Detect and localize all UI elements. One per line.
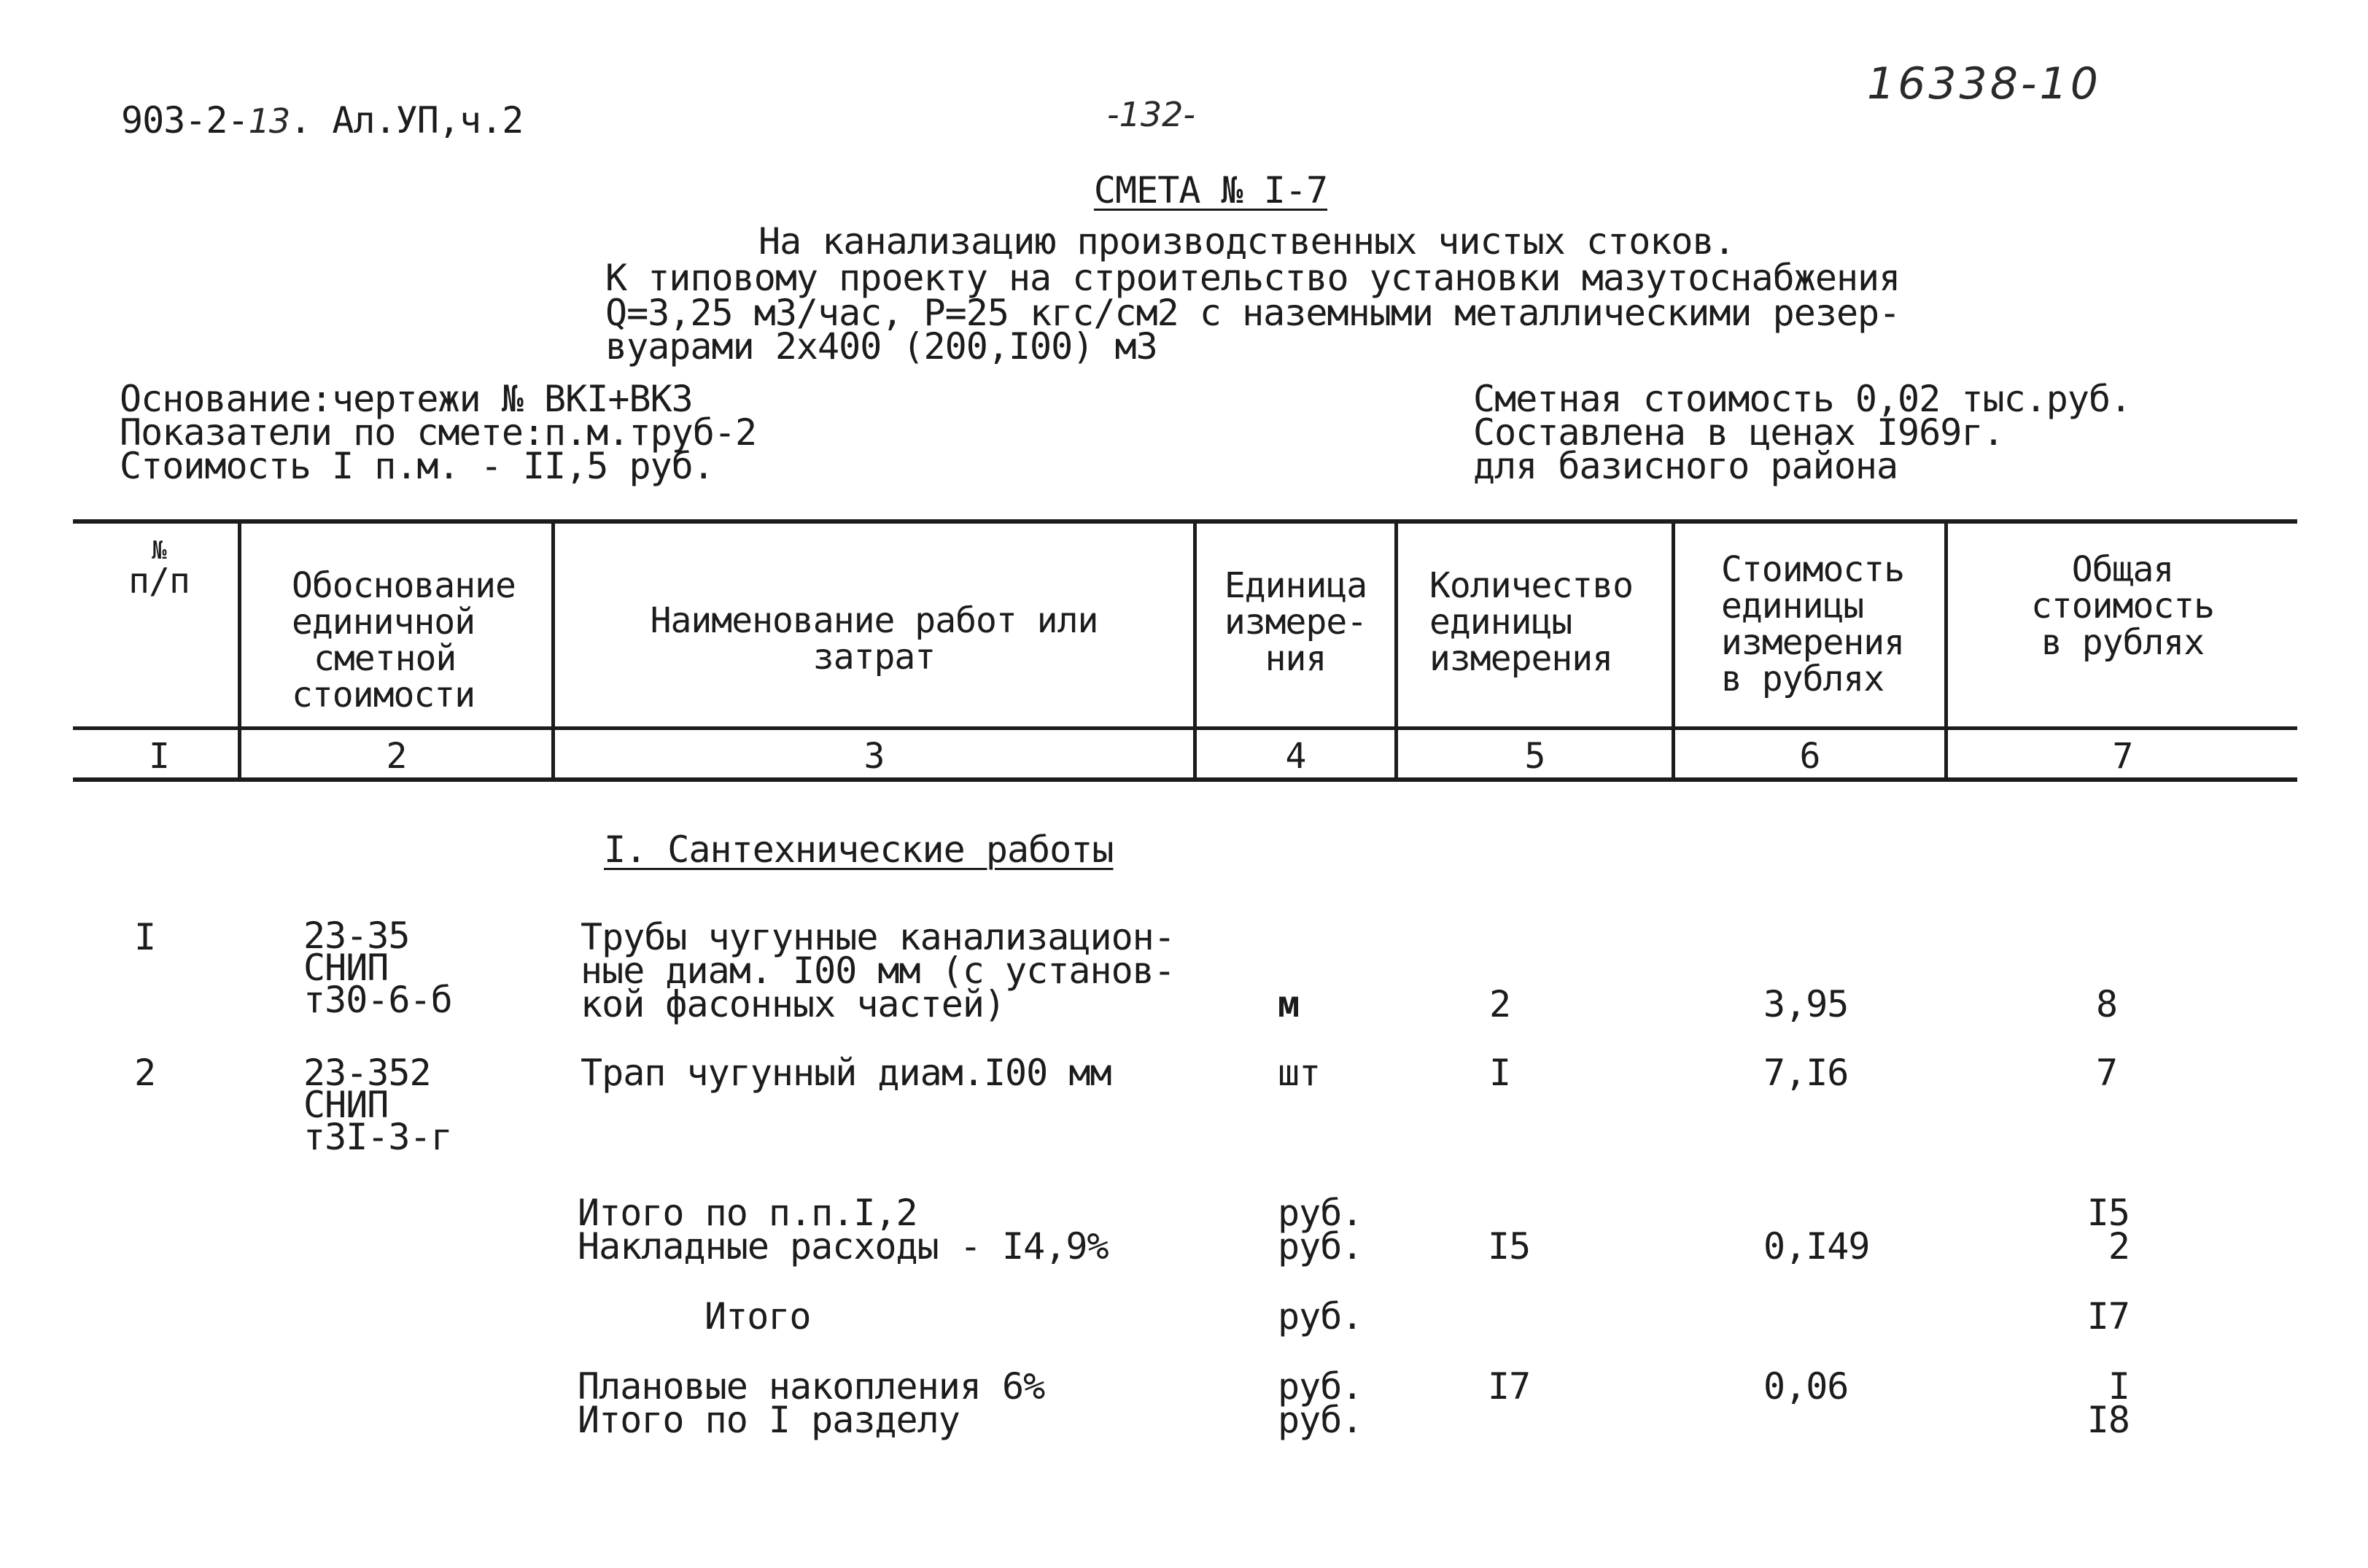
row-2-name: Трап чугунный диам.I00 мм xyxy=(581,1052,1111,1094)
row-1-name: Трубы чугунные канализацион- ные диам. I00 мм (с установ- кой фасонных частей) xyxy=(581,916,1175,1025)
subtitle-line-3: Q=3,25 м3/час, Р=25 кгс/см2 с наземными металлическими резер- xyxy=(605,292,1901,334)
column-number-5: 5 xyxy=(1524,736,1545,777)
table-header-rule xyxy=(73,726,2297,730)
summary-total-unit: руб. xyxy=(1278,1295,1363,1338)
subtitle-line-2: К типовому проекту на строительство установки мазутоснабжения xyxy=(605,257,1901,299)
row-2-quantity: I xyxy=(1489,1052,1511,1094)
row-2-unit-cost: 7,I6 xyxy=(1763,1052,1849,1094)
column-number-7: 7 xyxy=(2112,736,2133,777)
summary-overhead-total: 2 xyxy=(2108,1225,2130,1268)
row-1-total: 8 xyxy=(2096,983,2118,1025)
region-info: для базисного района xyxy=(1473,445,1898,487)
document-code-suffix: . Ал.УП,ч.2 xyxy=(290,99,524,141)
subtitle-line-4: вуарами 2х400 (200,I00) м3 xyxy=(605,325,1157,368)
header-row-number: № п/п xyxy=(128,536,190,602)
summary-overhead-unit: руб. xyxy=(1278,1225,1363,1268)
summary-section-total-label: Итого по I разделу xyxy=(578,1399,960,1441)
header-unit: Единица измере- ния xyxy=(1224,565,1367,679)
subtitle-line-1: На канализацию производственных чистых стоков. xyxy=(758,220,1735,263)
header-basis: Обоснование единичной сметной стоимости xyxy=(292,565,516,715)
summary-subtotal-unit: руб. xyxy=(1278,1192,1363,1234)
document-code-prefix: 903-2- xyxy=(121,99,249,141)
estimated-cost-info: Сметная стоимость 0,02 тыс.руб. xyxy=(1473,378,2132,420)
summary-total-label: Итого xyxy=(704,1295,811,1338)
summary-accumulation-unit-cost: 0,06 xyxy=(1763,1365,1849,1408)
row-1-unit-cost: 3,95 xyxy=(1763,983,1849,1025)
document-code-handwritten: 13 xyxy=(248,101,290,141)
table-numbers-rule xyxy=(73,777,2297,782)
row-2-basis: 23-352 СНИП т3I-3-г xyxy=(303,1052,452,1158)
header-unit-cost: Стоимость единицы измерения в рублях xyxy=(1721,549,1905,699)
column-number-1: I xyxy=(149,736,169,777)
estimate-title: СМЕТА № I-7 xyxy=(1093,169,1328,211)
summary-section-total-unit: руб. xyxy=(1278,1399,1363,1441)
row-2-number: 2 xyxy=(134,1052,156,1094)
header-quantity: Количество единицы измерения xyxy=(1429,565,1633,679)
summary-accumulation-label: Плановые накопления 6% xyxy=(578,1365,1045,1408)
row-2-unit: шт xyxy=(1278,1052,1321,1094)
column-number-2: 2 xyxy=(386,736,407,777)
column-number-3: 3 xyxy=(863,736,885,777)
header-total-cost: Общая стоимость в рублях xyxy=(2030,549,2215,663)
summary-accumulation-quantity: I7 xyxy=(1488,1365,1531,1408)
summary-accumulation-unit: руб. xyxy=(1278,1365,1363,1408)
header-work-name: Наименование работ или затрат xyxy=(650,600,1098,678)
summary-total-total: I7 xyxy=(2086,1295,2130,1338)
summary-subtotal-total: I5 xyxy=(2086,1192,2130,1234)
row-1-number: I xyxy=(134,916,156,958)
row-1-quantity: 2 xyxy=(1489,983,1511,1025)
row-2-total: 7 xyxy=(2096,1052,2118,1094)
summary-accumulation-total: I xyxy=(2108,1365,2130,1408)
summary-overhead-unit-cost: 0,I49 xyxy=(1763,1225,1870,1268)
price-year-info: Составлена в ценах I969г. xyxy=(1473,411,2004,454)
summary-subtotal-label: Итого по п.п.I,2 xyxy=(578,1192,917,1234)
row-1-unit: м xyxy=(1278,983,1300,1025)
archive-number: 16338-10 xyxy=(1867,58,2101,109)
summary-overhead-quantity: I5 xyxy=(1488,1225,1531,1268)
column-number-6: 6 xyxy=(1799,736,1820,777)
indicators-info: Показатели по смете:п.м.труб-2 xyxy=(120,411,757,454)
unit-cost-info: Стоимость I п.м. - II,5 руб. xyxy=(120,445,714,487)
basis-info: Основание:чертежи № ВКI+ВК3 xyxy=(120,378,693,420)
section-title: I. Сантехнические работы xyxy=(604,828,1114,871)
page-number: -132- xyxy=(1107,95,1195,134)
row-1-basis: 23-35 СНИП т30-6-б xyxy=(303,915,452,1021)
document-code xyxy=(121,99,524,141)
table-top-rule xyxy=(73,519,2297,524)
column-number-4: 4 xyxy=(1285,736,1306,777)
summary-overhead-label: Накладные расходы - I4,9% xyxy=(578,1225,1109,1268)
summary-section-total-total: I8 xyxy=(2086,1399,2130,1441)
